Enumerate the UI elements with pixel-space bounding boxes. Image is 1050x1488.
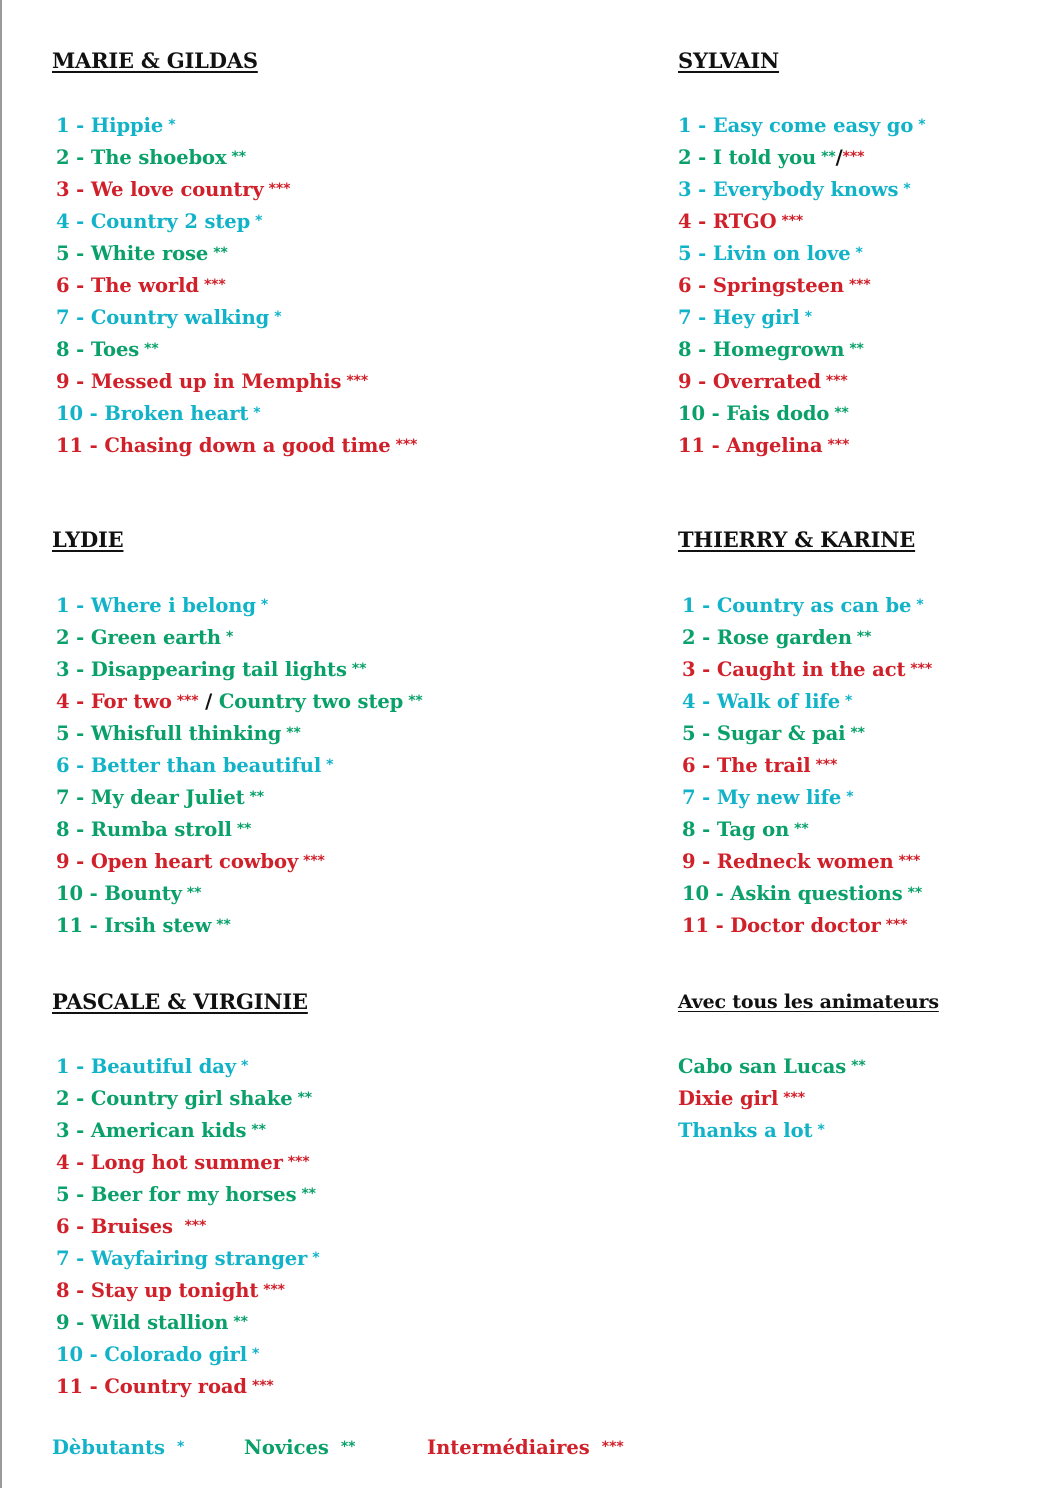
level-stars: *** [781,213,804,229]
dance-name: Thanks a lot [678,1119,813,1142]
dance-item [56,685,423,717]
dance-list [678,1050,866,1146]
item-number: 4 - [56,210,85,233]
dance-name: Sugar & pai [716,722,846,745]
dance-item [56,397,417,429]
item-number: 6 - [678,274,707,297]
item-number: 2 - [682,626,711,649]
item-number: 2 - [56,1087,85,1110]
dance-list [56,1050,319,1402]
dance-name: The world [90,274,199,297]
dance-item [682,717,932,749]
dance-name: Doctor doctor [730,914,881,937]
item-number: 10 - [56,1343,98,1366]
level-stars: ** [856,629,872,645]
level-stars: *** [303,853,325,869]
dance-item [56,333,417,365]
dance-item [682,653,932,685]
item-number: 6 - [56,1215,85,1238]
item-number: 11 - [56,914,98,937]
dance-item [56,429,417,461]
separator: / [198,690,219,713]
level-stars: * [252,1346,260,1362]
item-number: 10 - [682,882,724,905]
dance-name: Wild stallion [90,1311,229,1334]
legend-intermediaires [427,1436,624,1459]
dance-name: My new life [716,786,842,809]
level-stars: ** [301,1186,316,1202]
level-stars: *** [825,373,848,389]
item-number: 7 - [56,306,85,329]
dance-name: Homegrown [712,338,845,361]
dance-name: Green earth [90,626,221,649]
level-stars-alt: *** [842,149,865,165]
dance-name: We love country [90,178,264,201]
level-stars: *** [885,917,908,933]
dance-name: Country road [104,1375,247,1398]
level-stars: *** [395,437,418,453]
dance-item [678,237,925,269]
dance-item [678,1114,866,1146]
level-stars: ** [144,341,159,357]
dance-name: Irsih stew [104,914,212,937]
dance-name: Redneck women [716,850,894,873]
item-number: 4 - [56,690,85,713]
dance-item [56,141,417,173]
dance-name: Broken heart [104,402,249,425]
dance-name: Messed up in Memphis [90,370,342,393]
dance-item [56,845,423,877]
dance-name: Angelina [726,434,823,457]
level-stars: *** [783,1090,805,1106]
dance-name: RTGO [712,210,777,233]
item-number: 10 - [678,402,720,425]
dance-item [56,365,417,397]
dance-item [56,1082,319,1114]
dance-name: Wayfairing stranger [90,1247,308,1270]
item-number: 6 - [56,754,85,777]
item-number: 2 - [56,146,85,169]
dance-name: My dear Juliet [90,786,245,809]
level-stars: ** [821,149,836,165]
level-stars: ** [794,821,809,837]
dance-item [56,1338,319,1370]
dance-name: Hey girl [712,306,800,329]
dance-name: Country walking [90,306,270,329]
item-number: 1 - [56,1055,85,1078]
dance-item [56,205,417,237]
dance-item [678,205,925,237]
item-number: 3 - [682,658,711,681]
dance-item [682,589,932,621]
section-title: SYLVAIN [678,48,780,73]
dance-name: Disappearing tail lights [90,658,347,681]
dance-name: Overrated [712,370,821,393]
level-stars: * [260,597,269,613]
dance-item [56,1178,319,1210]
dance-name: Easy come easy go [712,114,914,137]
item-number: 2 - [56,626,85,649]
item-number: 1 - [682,594,711,617]
level-stars: * [804,309,812,325]
legend-label: Novices [244,1436,329,1459]
dance-name: The trail [716,754,811,777]
dance-item [56,109,417,141]
dance-item [56,749,423,781]
dance-name: Long hot summer [90,1151,283,1174]
section-title: MARIE & GILDAS [52,48,258,73]
level-stars: * [255,213,263,229]
item-number: 8 - [56,818,85,841]
level-stars: *** [203,277,226,293]
dance-name: I told you [712,146,817,169]
dance-item [56,653,423,685]
item-number: 5 - [678,242,707,265]
legend-stars: * [176,1439,185,1455]
item-number: 8 - [56,1279,85,1302]
dance-name: Rose garden [716,626,852,649]
dance-item [56,781,423,813]
dance-name: Country girl shake [90,1087,293,1110]
dance-item [678,269,925,301]
dance-item [678,333,925,365]
dance-item [682,781,932,813]
legend-label: Intermédiaires [427,1436,590,1459]
item-number: 6 - [56,274,85,297]
level-stars: * [845,693,853,709]
item-number: 11 - [678,434,720,457]
legend-stars: *** [601,1439,624,1455]
dance-item [56,717,423,749]
dance-item [56,621,423,653]
dance-name: Walk of life [716,690,841,713]
item-number: 3 - [678,178,707,201]
item-number: 8 - [56,338,85,361]
item-number: 11 - [56,434,98,457]
dance-name: Country as can be [716,594,912,617]
item-number: 10 - [56,402,98,425]
dance-name: Whisfull thinking [90,722,282,745]
legend-label: Dèbutants [52,1436,165,1459]
dance-list [56,109,417,461]
level-stars: ** [233,1314,248,1330]
dance-item [56,1050,319,1082]
dance-item [682,621,932,653]
level-stars: *** [910,661,933,677]
item-number: 9 - [56,370,85,393]
section-title: Avec tous les animateurs [678,991,939,1013]
section-title: LYDIE [52,527,124,552]
level-stars: * [168,117,176,133]
level-stars: *** [287,1154,310,1170]
level-stars: ** [834,405,849,421]
item-number: 4 - [682,690,711,713]
dance-item [56,301,417,333]
dance-name: Toes [90,338,140,361]
dance-name: Hippie [90,114,164,137]
level-stars: *** [827,437,850,453]
section-title: PASCALE & VIRGINIE [52,989,308,1014]
dance-item [56,909,423,941]
level-stars: ** [351,661,367,677]
item-number: 9 - [56,1311,85,1334]
dance-item [678,1082,866,1114]
dance-list [682,589,932,941]
dance-name: Cabo san Lucas [678,1055,847,1078]
item-number: 9 - [56,850,85,873]
level-stars: *** [898,853,921,869]
dance-name: Dixie girl [678,1087,779,1110]
level-stars: ** [286,725,301,741]
dance-name: Bounty [104,882,182,905]
dance-name: Beautiful day [90,1055,237,1078]
dance-name: Caught in the act [716,658,906,681]
dance-item [678,429,925,461]
level-stars: ** [213,245,228,261]
level-stars: * [903,181,911,197]
dance-name: For two [90,690,172,713]
dance-item [678,173,925,205]
item-number: 3 - [56,658,85,681]
dance-item [56,1274,319,1306]
dance-item [56,877,423,909]
item-number: 6 - [682,754,711,777]
item-number: 8 - [682,818,711,841]
item-number: 1 - [56,114,85,137]
item-number: 7 - [56,1247,85,1270]
dance-name: Chasing down a good time [104,434,391,457]
level-stars: ** [251,1122,266,1138]
legend-debutants [52,1436,184,1459]
dance-name: White rose [90,242,209,265]
page-left-edge [0,0,2,1488]
level-stars: * [326,757,334,773]
dance-item [682,749,932,781]
dance-item [56,1242,319,1274]
item-number: 5 - [56,1183,85,1206]
item-number: 5 - [682,722,711,745]
dance-item [678,141,925,173]
dance-name: Tag on [716,818,790,841]
item-number: 9 - [678,370,707,393]
level-stars: *** [815,757,838,773]
dance-name-alt: Country two step [218,690,404,713]
dance-name: Askin questions [730,882,903,905]
level-stars: * [846,789,854,805]
dance-item [678,109,925,141]
level-stars: ** [907,885,923,901]
dance-item [56,269,417,301]
level-stars: ** [236,821,252,837]
dance-name: American kids [90,1119,247,1142]
dance-item [682,813,932,845]
level-stars: * [916,597,924,613]
dance-item [56,1114,319,1146]
item-number: 7 - [678,306,707,329]
level-stars: * [817,1122,825,1138]
level-stars-alt: ** [408,693,423,709]
legend-stars: ** [340,1439,356,1455]
dance-item [56,1146,319,1178]
dance-name: Everybody knows [712,178,899,201]
dance-item [682,909,932,941]
dance-name: Open heart cowboy [90,850,299,873]
item-number: 4 - [56,1151,85,1174]
level-stars: *** [848,277,871,293]
level-stars: *** [251,1378,274,1394]
level-stars: *** [176,693,199,709]
level-stars: ** [851,1058,866,1074]
dance-item [56,237,417,269]
dance-list [56,589,423,941]
dance-item [678,1050,866,1082]
dance-name: Springsteen [712,274,844,297]
level-stars: * [241,1058,249,1074]
level-stars: ** [850,725,865,741]
level-stars: ** [849,341,864,357]
item-number: 10 - [56,882,98,905]
item-number: 3 - [56,178,85,201]
level-stars: * [312,1250,320,1266]
dance-name: Where i belong [90,594,256,617]
dance-item [678,365,925,397]
level-stars: ** [186,885,202,901]
level-stars: * [855,245,863,261]
item-number: 7 - [56,786,85,809]
level-stars: * [918,117,926,133]
item-number: 1 - [56,594,85,617]
level-stars: *** [268,181,291,197]
item-number: 2 - [678,146,707,169]
legend-novices [244,1436,355,1459]
dance-item [56,1370,319,1402]
dance-name: Stay up tonight [90,1279,259,1302]
item-number: 8 - [678,338,707,361]
level-stars: ** [297,1090,313,1106]
dance-item [56,173,417,205]
item-number: 1 - [678,114,707,137]
item-number: 5 - [56,722,85,745]
dance-item [682,685,932,717]
dance-item [678,397,925,429]
item-number: 11 - [56,1375,98,1398]
level-stars: *** [184,1218,207,1234]
dance-item [56,813,423,845]
dance-name: Bruises [90,1215,180,1238]
level-stars: *** [346,373,369,389]
dance-name: Beer for my horses [90,1183,297,1206]
level-stars: * [225,629,234,645]
dance-name: Livin on love [712,242,851,265]
dance-item [678,301,925,333]
item-number: 5 - [56,242,85,265]
level-stars: * [253,405,261,421]
dance-name: Country 2 step [90,210,251,233]
dance-item [56,1306,319,1338]
item-number: 9 - [682,850,711,873]
dance-item [682,877,932,909]
dance-name: Rumba stroll [90,818,232,841]
dance-item [682,845,932,877]
dance-list [678,109,925,461]
dance-item [56,589,423,621]
level-stars: ** [216,917,231,933]
item-number: 11 - [682,914,724,937]
dance-name: The shoebox [90,146,227,169]
level-stars: ** [249,789,264,805]
dance-name: Fais dodo [726,402,830,425]
item-number: 7 - [682,786,711,809]
item-number: 3 - [56,1119,85,1142]
dance-name: Colorado girl [104,1343,248,1366]
level-stars: ** [231,149,246,165]
dance-name: Better than beautiful [90,754,322,777]
dance-item [56,1210,319,1242]
separator: / [835,146,843,169]
level-stars: * [274,309,282,325]
item-number: 4 - [678,210,707,233]
section-title: THIERRY & KARINE [678,527,916,552]
level-stars: *** [263,1282,285,1298]
